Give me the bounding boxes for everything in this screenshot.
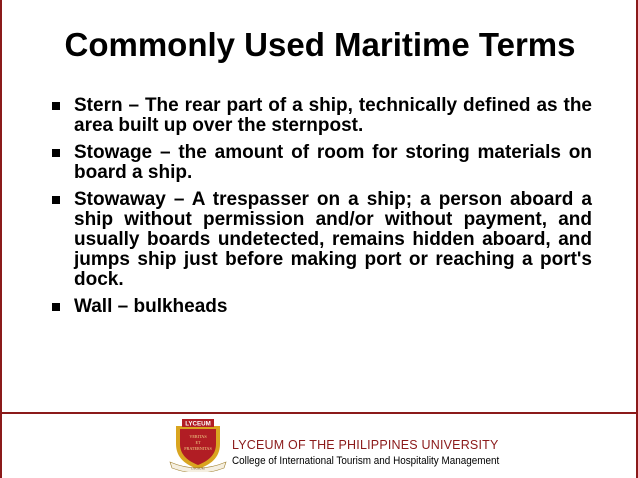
bullet-text: Stowage – the amount of room for storing materials on board a ship. <box>74 142 592 183</box>
university-seal-logo <box>168 418 228 472</box>
seal-label: LYCEUM <box>185 420 211 428</box>
bullet-item <box>50 143 592 183</box>
footer-text-block <box>232 438 529 467</box>
bullet-text: Wall – bulkheads <box>74 296 228 317</box>
bullet-item <box>50 297 592 317</box>
footer-divider <box>2 412 638 414</box>
slide-title: Commonly Used Maritime Terms <box>64 26 576 63</box>
square-bullet-icon <box>52 303 60 311</box>
university-name: LYCEUM OF THE PHILIPPINES UNIVERSITY <box>232 438 499 452</box>
bullet-list <box>50 96 592 324</box>
square-bullet-icon <box>52 196 60 204</box>
seal-ribbon-text: LYCEUM <box>191 466 205 471</box>
bullet-item <box>50 96 592 136</box>
college-name: College of International Tourism and Hospitality Management <box>232 455 500 467</box>
seal-motto-line: ET <box>195 440 201 445</box>
bullet-item <box>50 190 592 290</box>
square-bullet-icon <box>52 102 60 110</box>
square-bullet-icon <box>52 149 60 157</box>
seal-motto-line: VERITAS <box>189 434 207 439</box>
bullet-text: Stern – The rear part of a ship, technically defined as the area built up over the sternpost. <box>74 95 592 136</box>
seal-motto-line: FRATERNITAS <box>184 446 212 451</box>
bullet-text: Stowaway – A trespasser on a ship; a person aboard a ship without permission and/or without payment, and usually boards undetected, remains hidden aboard, and jumps ship just before making port or reaching a port's dock. <box>74 189 592 290</box>
